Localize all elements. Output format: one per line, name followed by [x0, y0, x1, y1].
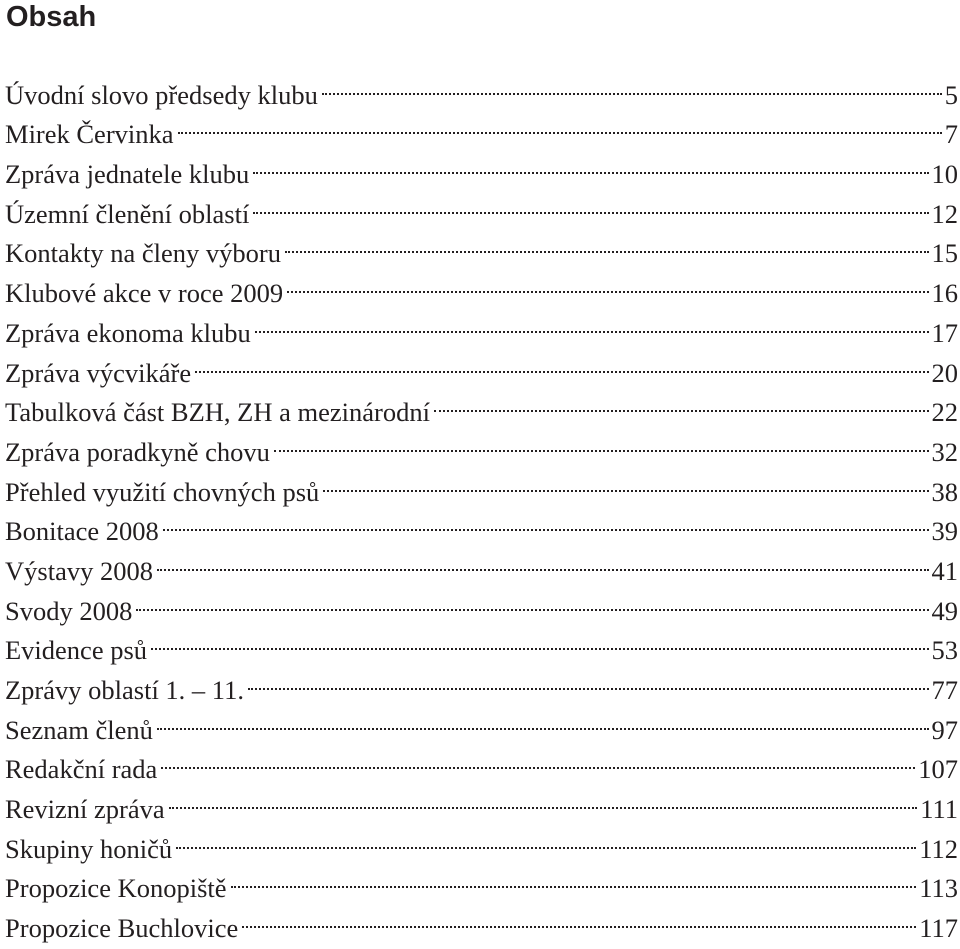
dot-leader: [248, 659, 929, 699]
toc-entry-title: Redakční rada: [5, 754, 158, 785]
dot-leader: [157, 540, 929, 580]
toc-entry-page-number: 53: [931, 635, 958, 666]
toc-entry[interactable]: [5, 64, 958, 110]
dot-leader: [169, 778, 918, 818]
toc-entry-title: Svody 2008: [5, 595, 133, 626]
toc-entry-title: Bonitace 2008: [5, 516, 159, 547]
toc-entry-title: Zprávy oblastí 1. – 11.: [5, 675, 244, 705]
toc-entry-title: Územní členění oblastí: [5, 198, 250, 229]
dot-leader: [253, 183, 928, 223]
toc-entry-page-number: 41: [931, 555, 958, 586]
toc-entry-page-number: 10: [931, 159, 958, 190]
dot-leader: [322, 64, 942, 104]
toc-entry-title: Propozice Buchlovice: [5, 913, 239, 944]
toc-entry-title: Skupiny honičů: [5, 833, 173, 864]
table-of-contents: [5, 64, 958, 944]
toc-entry-title: Úvodní slovo předsedy klubu: [5, 79, 318, 110]
page-title: Obsah: [6, 1, 97, 33]
dot-leader: [323, 461, 928, 501]
toc-entry-page-number: 15: [931, 238, 958, 269]
toc-entry-title: Propozice Konopiště: [5, 873, 227, 904]
dot-leader: [285, 223, 929, 263]
dot-leader: [231, 858, 917, 898]
toc-entry[interactable]: [5, 620, 958, 666]
toc-entry-page-number: 113: [919, 873, 958, 904]
toc-entry-page-number: 112: [919, 833, 958, 864]
toc-entry-page-number: 5: [944, 79, 958, 110]
toc-entry-page-number: 12: [931, 198, 958, 229]
toc-entry-page-number: 107: [918, 754, 958, 785]
toc-entry-page-number: 17: [931, 317, 958, 348]
toc-entry-title: Evidence psů: [5, 635, 148, 666]
toc-entry-page-number: 49: [931, 595, 958, 626]
dot-leader: [163, 501, 929, 541]
dot-leader: [136, 580, 928, 620]
toc-entry-title: Kontakty na členy výboru: [5, 238, 281, 269]
dot-leader: [178, 104, 942, 144]
toc-entry-title: Výstavy 2008: [5, 555, 153, 586]
toc-entry-page-number: 22: [931, 397, 958, 428]
toc-entry-title: Tabulková část BZH, ZH a mezinárodní: [5, 397, 430, 428]
dot-leader: [157, 699, 929, 739]
toc-entry[interactable]: [5, 580, 958, 626]
toc-entry-title: Zpráva jednatele klubu: [5, 159, 250, 190]
toc-entry-page-number: 77: [931, 675, 958, 705]
toc-entry-page-number: 97: [931, 714, 958, 745]
toc-entry-title: Revizní zpráva: [5, 794, 165, 825]
dot-leader: [287, 262, 928, 302]
toc-entry-page-number: 20: [931, 357, 958, 388]
dot-leader: [151, 620, 928, 660]
dot-leader: [253, 143, 928, 183]
toc-entry-title: Seznam členů: [5, 714, 153, 745]
dot-leader: [434, 382, 929, 422]
toc-entry-page-number: 7: [944, 119, 958, 150]
dot-leader: [176, 818, 916, 858]
toc-entry-page-number: 32: [931, 436, 958, 467]
toc-entry-title: Přehled využití chovných psů: [5, 476, 320, 507]
toc-entry-title: Zpráva poradkyně chovu: [5, 436, 270, 467]
dot-leader: [195, 342, 928, 382]
dot-leader: [161, 739, 915, 779]
toc-entry-page-number: 39: [931, 516, 958, 547]
toc-entry-page-number: 38: [931, 476, 958, 507]
toc-entry-page-number: 111: [920, 794, 958, 825]
toc-entry-title: Zpráva ekonoma klubu: [5, 317, 251, 348]
toc-entry-title: Mirek Červinka: [5, 119, 174, 150]
toc-entry-title: Zpráva výcvikáře: [5, 357, 192, 388]
toc-entry-title: Klubové akce v roce 2009: [5, 278, 284, 309]
dot-leader: [274, 421, 929, 461]
toc-entry-page-number: 16: [931, 278, 958, 309]
dot-leader: [255, 302, 929, 342]
dot-leader: [242, 897, 916, 937]
toc-entry-page-number: 117: [919, 913, 958, 944]
